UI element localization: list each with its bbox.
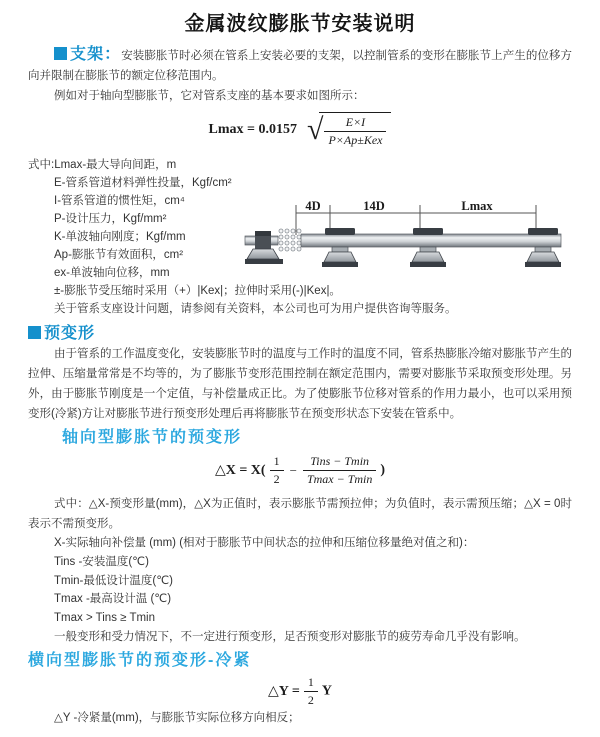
- pipe: [301, 234, 561, 247]
- axial-explain: 式中：△X-预变形量(mm)，△X为正值时，表示膨胀节需预拉伸；为负值时，表示需预压缩；△X = 0时表示不需预变形。: [28, 498, 572, 530]
- section-marker-icon: [54, 47, 67, 60]
- fraction: [324, 115, 386, 148]
- temp-definition: Tmax -最高设计温 (℃): [54, 593, 172, 605]
- lateral-heading: 横向型膨胀节的预变形-冷紧: [28, 652, 252, 669]
- axial-formula: [0, 452, 600, 490]
- formula-rhs: Y: [321, 683, 332, 699]
- fixed-anchor: [245, 231, 283, 264]
- fraction-numerator: E×I: [324, 115, 386, 132]
- diagram-svg: [243, 197, 595, 289]
- bellows-icon: [279, 229, 301, 251]
- radical-sign: √: [307, 113, 324, 146]
- lateral-formula: [0, 675, 600, 705]
- formula-lhs: △Y =: [268, 684, 300, 699]
- temp-definition: Tmin-最低设计温度(℃): [54, 574, 173, 587]
- definition-item: I-管系管道的惯性矩，cm⁴: [54, 195, 185, 207]
- minus-operator: −: [289, 462, 297, 478]
- radical-body: [319, 112, 391, 148]
- definition-item: P-设计压力，Kgf/mm²: [54, 213, 167, 225]
- support-section-header: [54, 46, 122, 63]
- fraction-half: $\frac{1}{2}$: [304, 675, 318, 708]
- definition-item: ex-单波轴向位移，mm: [54, 267, 170, 279]
- formula-close-paren: ): [380, 462, 386, 478]
- axial-x-definition: X-实际轴向补偿量 (mm) (相对于膨胀节中间状态的拉伸和压缩位移量绝对值之和)：: [54, 537, 475, 549]
- preform-body: 由于管系的工作温度变化，安装膨胀节时的温度与工作时的温度不同，管系热膨胀冷缩对膨胀节产生的拉伸、压缩量常常是不均等的，为了膨胀节变形范围控制在额定范围内，需要对膨胀节采取预变形处理。另外，由于膨胀节刚度是一个定值，与补偿量成正比。为了使膨胀节位移对管系的作用力最小，也可以采用预变形(冷紧)方让对膨胀节进行预变形处理后再将膨胀节在预变形状态下安装在管系中。: [28, 348, 572, 420]
- temp-definition: Tins -安装温度(℃): [54, 556, 149, 568]
- definition-item: K-单波轴向刚度；Kgf/mm: [54, 231, 186, 243]
- formula-lhs: △X = X(: [214, 463, 266, 478]
- axial-note: 一般变形和受力情况下，不一定进行预变形，足否预变形对膨胀节的疲劳寿命几乎没有影响。: [54, 631, 526, 643]
- lmax-formula: [0, 110, 600, 152]
- dim-label-14d: 14D: [363, 199, 385, 213]
- guide-support: [322, 228, 358, 267]
- temp-inequality: Tmax > Tins ≥ Tmin: [54, 611, 155, 624]
- lateral-note: △Y -冷紧量(mm)，与膨胀节实际位移方向相反；: [54, 712, 300, 724]
- page-title: 金属波纹膨胀节安装说明: [184, 13, 416, 35]
- guide-support: [525, 228, 561, 267]
- support-section-label: 支架：: [70, 46, 122, 63]
- dim-label-4d: 4D: [305, 199, 321, 213]
- preform-section-label: 预变形: [44, 325, 96, 342]
- support-example-line: 例如对于轴向型膨胀节，它对管系支座的基本要求如图所示：: [54, 90, 365, 102]
- formula-lhs: Lmax = 0.0157: [208, 122, 297, 137]
- definition-lead: 式中:Lmax-最大导向间距，m: [28, 159, 177, 171]
- axial-heading: 轴向型膨胀节的预变形: [62, 429, 243, 446]
- definition-service-note: 关于管系支座设计问题，请参阅有关资料，本公司也可为用户提供咨询等服务。: [54, 303, 457, 315]
- preform-section-header: [28, 324, 572, 344]
- fraction-half: $\frac{1}{2}$: [270, 454, 284, 487]
- dim-label-lmax: Lmax: [461, 199, 493, 213]
- fraction-denominator: P×Ap±Kex: [328, 133, 383, 147]
- pipe-support-diagram: [243, 197, 595, 289]
- guide-support: [410, 228, 446, 267]
- support-intro-paragraph: [28, 45, 572, 86]
- fraction-temperature: $\frac{\text{Tins − Tmin}}{Tmax - Tmin}$: [303, 454, 376, 487]
- section-marker-icon: [28, 326, 41, 339]
- support-intro-text: 安装膨胀节时必须在管系上安装必要的支架，以控制管系的变形在膨胀节上产生的位移方向并限制在膨胀节的额定位移范围内。: [28, 50, 572, 82]
- definition-item: Ap-膨胀节有效面积，cm²: [54, 249, 184, 261]
- definition-item: E-管系管道材料弹性投量，Kgf/cm²: [54, 177, 232, 189]
- definition-pm-note: ±-膨胀节受压缩时采用（+）|Kex|；拉伸时采用(-)|Kex|。: [54, 285, 341, 297]
